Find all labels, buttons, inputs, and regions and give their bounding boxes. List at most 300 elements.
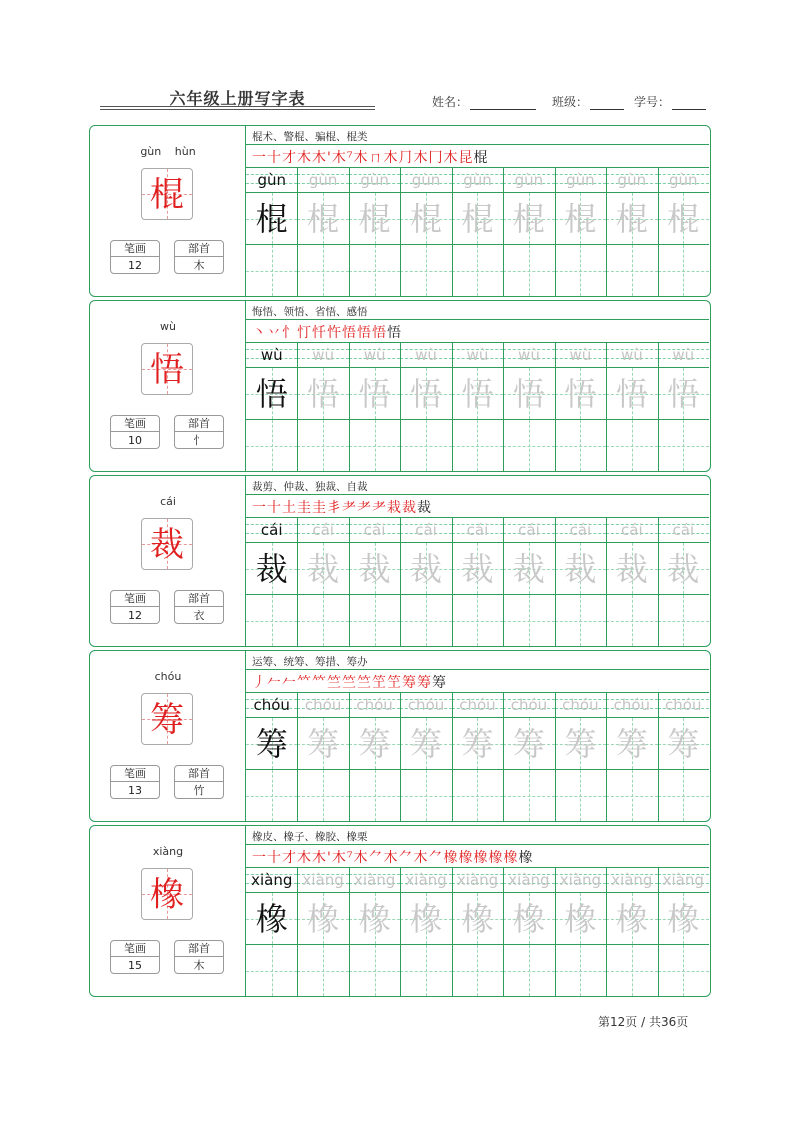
grid-pinyin: gùn [514,171,544,189]
blank-cell[interactable] [658,944,709,996]
blank-cell[interactable] [606,594,657,646]
trace-cell[interactable] [400,542,451,594]
student-no-label: 学号： [634,95,671,109]
trace-cell[interactable] [400,192,451,244]
stroke-step: 一 [252,500,267,516]
trace-cell[interactable] [658,367,709,419]
blank-cell[interactable] [658,769,709,821]
grid-column [606,168,657,296]
name-label: 姓名： [432,95,469,109]
trace-cell[interactable] [503,367,554,419]
blank-cell[interactable] [555,769,606,821]
column-divider [297,343,298,471]
grid-column [400,868,451,996]
grid-column [503,868,554,996]
blank-cell[interactable] [606,419,657,471]
grid-pinyin: cái [415,521,437,539]
class-blank[interactable] [590,98,624,110]
trace-char: 筹 [512,725,545,763]
column-divider [503,168,504,296]
trace-cell[interactable] [400,367,451,419]
column-divider [297,518,298,646]
trace-char: 悟 [358,375,391,413]
blank-cell[interactable] [555,244,606,296]
column-divider [555,693,556,821]
radical-value: 竹 [193,784,205,797]
trace-cell[interactable] [555,542,606,594]
grid-pinyin: xiàng [508,871,550,889]
writing-grid [246,168,709,296]
trace-cell[interactable] [658,717,709,769]
grid-column [658,518,709,646]
grid-pinyin: cái [260,521,283,539]
blank-cell[interactable] [297,594,348,646]
grid-pinyin: xiàng [302,871,344,889]
trace-cell[interactable] [606,717,657,769]
column-divider [606,868,607,996]
stroke-step: 橡 [458,850,474,866]
stroke-step: 圭 [297,500,312,516]
grid-column [555,168,606,296]
stroke-step: 丯 [327,500,342,516]
practice-panel [246,826,709,996]
stroke-order-row [246,144,709,168]
grid-pinyin: wù [363,346,386,364]
stroke-step: 悟 [372,325,387,341]
grid-pinyin: cái [466,521,489,539]
blank-cell[interactable] [503,594,554,646]
trace-cell[interactable] [503,542,554,594]
trace-char: 筹 [358,725,391,763]
char-card [89,125,711,297]
char-info-panel [90,126,246,296]
trace-char: 悟 [410,375,443,413]
grid-column [658,868,709,996]
trace-cell[interactable] [297,717,348,769]
radical-value: 木 [193,259,205,272]
trace-char: 悟 [461,375,494,413]
trace-cell[interactable] [606,367,657,419]
blank-cell[interactable] [555,944,606,996]
trace-cell[interactable] [246,717,297,769]
trace-char: 裁 [461,550,494,588]
trace-cell[interactable] [606,892,657,944]
trace-char: 悟 [615,375,648,413]
blank-cell[interactable] [349,769,400,821]
grid-column [349,868,400,996]
blank-cell[interactable] [658,419,709,471]
trace-char: 悟 [255,375,288,413]
grid-pinyin: chóu [253,696,290,714]
blank-cell[interactable] [503,419,554,471]
blank-cell[interactable] [452,769,503,821]
stroke-step: 木⺈ [413,850,444,866]
blank-cell[interactable] [555,419,606,471]
grid-pinyin: wù [312,346,335,364]
trace-char: 橡 [667,900,700,938]
trace-cell[interactable] [503,892,554,944]
grid-pinyin: wù [260,346,283,364]
trace-char: 棍 [615,200,648,238]
trace-cell[interactable] [400,717,451,769]
column-divider [555,518,556,646]
blank-cell[interactable] [452,594,503,646]
stroke-step: 笁 [387,675,402,691]
trace-cell[interactable] [452,192,503,244]
trace-cell[interactable] [555,192,606,244]
grid-pinyin: gùn [463,171,492,189]
trace-char: 棍 [410,200,443,238]
stroke-step: 耂 [372,500,387,516]
trace-cell[interactable] [246,542,297,594]
trace-cell[interactable] [400,892,451,944]
blank-cell[interactable] [606,769,657,821]
page-number: 第12页 / 共36页 [598,1015,689,1029]
grid-column [400,343,451,471]
trace-cell[interactable] [658,192,709,244]
blank-cell[interactable] [246,944,297,996]
example-words: 悔悟、领悟、省悟、感悟 [252,306,368,318]
stroke-step: 木⺆ [383,150,414,166]
char-info-panel [90,301,246,471]
char-display-box [141,343,193,395]
stroke-step: 一 [252,150,267,166]
column-divider [452,868,453,996]
grid-pinyin: cái [312,521,334,539]
trace-char: 橡 [410,900,443,938]
trace-cell[interactable] [246,367,297,419]
grid-column [246,693,297,821]
grid-column [297,693,348,821]
stroke-step: 丿 [252,675,267,691]
trace-char: 筹 [410,725,443,763]
model-char: 悟 [150,350,184,390]
trace-cell[interactable] [658,542,709,594]
stroke-order-row [246,669,709,693]
stroke-step: 悟 [387,325,402,341]
grid-pinyin: xiàng [662,871,704,889]
trace-char: 裁 [667,550,700,588]
char-pinyin: chóu [154,670,182,683]
title-underline-2 [100,109,375,110]
blank-cell[interactable] [297,944,348,996]
stroke-step: 木 [297,150,312,166]
trace-cell[interactable] [349,192,400,244]
grid-pinyin: chóu [665,696,702,714]
column-divider [503,343,504,471]
blank-cell[interactable] [297,769,348,821]
blank-cell[interactable] [606,944,657,996]
grid-pinyin: chóu [304,696,342,714]
grid-column [452,868,503,996]
grid-column [400,518,451,646]
grid-column [658,343,709,471]
name-blank[interactable] [470,98,536,110]
stroke-step: 裁 [402,500,417,516]
blank-cell[interactable] [297,419,348,471]
column-divider [452,343,453,471]
stroke-count-box [110,240,160,274]
radical-value: 木 [193,959,205,972]
grid-pinyin: gùn [668,171,698,189]
trace-char: 棍 [512,200,545,238]
column-divider [400,343,401,471]
column-divider [503,518,504,646]
trace-cell[interactable] [606,192,657,244]
radical-label: 部首 [175,241,223,257]
column-divider [555,343,556,471]
trace-cell[interactable] [452,717,503,769]
stroke-step: 𠂉 [267,675,282,691]
blank-cell[interactable] [400,944,451,996]
grid-column [555,518,606,646]
stroke-count-box [110,590,160,624]
practice-panel [246,651,709,821]
trace-cell[interactable] [555,717,606,769]
stroke-step: 木 [297,850,312,866]
blank-cell[interactable] [349,419,400,471]
column-divider [452,518,453,646]
blank-cell[interactable] [349,594,400,646]
stroke-step: 忏 [312,325,327,341]
stroke-step: 圭 [312,500,327,516]
trace-char: 裁 [512,550,545,588]
stroke-step: 竺 [357,675,372,691]
column-divider [658,868,659,996]
grid-column [658,693,709,821]
column-divider [400,518,401,646]
trace-char: 悟 [667,375,700,413]
grid-pinyin: cái [621,521,643,539]
trace-cell[interactable] [246,892,297,944]
stroke-step: 木⁷ [331,850,354,866]
column-divider [606,693,607,821]
blank-cell[interactable] [349,244,400,296]
column-divider [349,868,350,996]
blank-cell[interactable] [503,769,554,821]
char-display-box [141,168,193,220]
stroke-step: 竺 [342,675,357,691]
trace-cell[interactable] [297,892,348,944]
stroke-order-row [246,319,709,343]
blank-cell[interactable] [658,594,709,646]
trace-char: 裁 [358,550,391,588]
title-underline [100,106,375,107]
blank-cell[interactable] [297,244,348,296]
blank-cell[interactable] [658,244,709,296]
grid-column [555,693,606,821]
grid-column [555,868,606,996]
column-divider [606,343,607,471]
stroke-step: 十 [267,150,282,166]
student-no-field[interactable] [634,93,706,110]
radical-label: 部首 [175,591,223,607]
grid-column [349,168,400,296]
stroke-step: 𥫗 [297,675,312,691]
example-words: 棍术、警棍、骗棍、棍类 [252,131,368,143]
trace-cell[interactable] [349,892,400,944]
grid-column [349,518,400,646]
char-display-box [141,518,193,570]
blank-cell[interactable] [246,594,297,646]
grid-pinyin: cái [569,521,592,539]
trace-cell[interactable] [555,367,606,419]
trace-char: 筹 [307,725,340,763]
blank-cell[interactable] [246,769,297,821]
trace-char: 筹 [564,725,597,763]
trace-char: 棍 [255,200,288,238]
blank-cell[interactable] [606,244,657,296]
blank-cell[interactable] [452,244,503,296]
radical-label: 部首 [175,416,223,432]
trace-cell[interactable] [452,542,503,594]
trace-cell[interactable] [297,542,348,594]
grid-pinyin: gùn [566,171,595,189]
stroke-order [252,847,533,867]
name-field[interactable] [432,93,536,110]
blank-cell[interactable] [503,944,554,996]
blank-cell[interactable] [452,419,503,471]
example-words: 运筹、统筹、筹措、筹办 [252,656,368,668]
stroke-step: 才 [282,850,297,866]
grid-column [606,693,657,821]
trace-cell[interactable] [555,892,606,944]
trace-char: 筹 [255,725,288,763]
column-divider [452,168,453,296]
trace-cell[interactable] [503,192,554,244]
grid-column [503,693,554,821]
column-divider [658,343,659,471]
blank-cell[interactable] [246,419,297,471]
student-no-blank[interactable] [672,98,706,110]
trace-char: 筹 [461,725,494,763]
column-divider [349,343,350,471]
trace-char: 橡 [255,900,288,938]
radical-box [174,765,224,799]
trace-cell[interactable] [349,367,400,419]
column-divider [452,693,453,821]
trace-cell[interactable] [349,717,400,769]
class-field[interactable] [552,93,624,110]
stroke-step: 橡 [518,850,534,866]
stroke-step: 橡 [503,850,519,866]
stroke-step: 忤 [327,325,342,341]
grid-pinyin: xiàng [251,871,293,889]
column-divider [658,518,659,646]
blank-cell[interactable] [349,944,400,996]
stroke-count-box [110,940,160,974]
blank-cell[interactable] [452,944,503,996]
stroke-step: 木' [312,150,332,166]
trace-cell[interactable] [297,192,348,244]
column-divider [606,518,607,646]
grid-pinyin: gùn [411,171,441,189]
blank-cell[interactable] [555,594,606,646]
trace-char: 裁 [564,550,597,588]
grid-column [246,868,297,996]
stroke-step: 裁 [417,500,432,516]
page-title: 六年级上册写字表 [169,89,306,108]
stroke-count-value: 10 [128,434,142,447]
stroke-step: 木昆 [443,150,474,166]
column-divider [400,168,401,296]
column-divider [400,693,401,821]
stroke-step: 才 [282,150,297,166]
stroke-step: 忊 [297,325,312,341]
grid-column [297,868,348,996]
grid-pinyin: chóu [356,696,393,714]
grid-column [503,518,554,646]
grid-column [349,693,400,821]
trace-cell[interactable] [246,192,297,244]
blank-cell[interactable] [503,244,554,296]
trace-char: 棍 [307,200,340,238]
radical-label: 部首 [175,766,223,782]
blank-cell[interactable] [246,244,297,296]
blank-cell[interactable] [400,769,451,821]
blank-cell[interactable] [400,594,451,646]
grid-column [246,518,297,646]
char-info-panel [90,826,246,996]
grid-pinyin: gùn [617,171,647,189]
char-pinyin: wù [160,320,176,333]
stroke-step: 十 [267,850,282,866]
grid-column [297,343,348,471]
stroke-step: 木ㄇ [353,150,384,166]
blank-cell[interactable] [400,244,451,296]
trace-cell[interactable] [658,892,709,944]
trace-cell[interactable] [452,367,503,419]
trace-cell[interactable] [503,717,554,769]
grid-column [606,343,657,471]
grid-pinyin: xiàng [559,871,601,889]
stroke-step: 筹 [417,675,432,691]
grid-column [349,343,400,471]
stroke-step: 悟 [342,325,357,341]
stroke-step: 栽 [387,500,402,516]
trace-char: 筹 [615,725,648,763]
stroke-step: 笁 [372,675,387,691]
column-divider [606,168,607,296]
stroke-step: 𥫗 [312,675,327,691]
grid-column [606,868,657,996]
stroke-count-label: 笔画 [111,591,159,607]
stroke-step: 橡 [443,850,459,866]
blank-cell[interactable] [400,419,451,471]
trace-cell[interactable] [297,367,348,419]
trace-cell[interactable] [349,542,400,594]
stroke-step: 橡 [473,850,489,866]
stroke-order-row [246,494,709,518]
model-char: 橡 [150,875,184,915]
grid-column [452,343,503,471]
grid-pinyin: xiàng [353,871,396,889]
trace-cell[interactable] [606,542,657,594]
grid-column [452,693,503,821]
grid-column [452,168,503,296]
trace-cell[interactable] [452,892,503,944]
trace-char: 悟 [307,375,340,413]
column-divider [349,518,350,646]
stroke-step: 𠂉 [282,675,297,691]
trace-char: 棍 [358,200,391,238]
column-divider [503,693,504,821]
grid-pinyin: wù [518,346,540,364]
trace-char: 橡 [512,900,545,938]
column-divider [349,168,350,296]
stroke-order [252,147,488,167]
column-divider [349,693,350,821]
